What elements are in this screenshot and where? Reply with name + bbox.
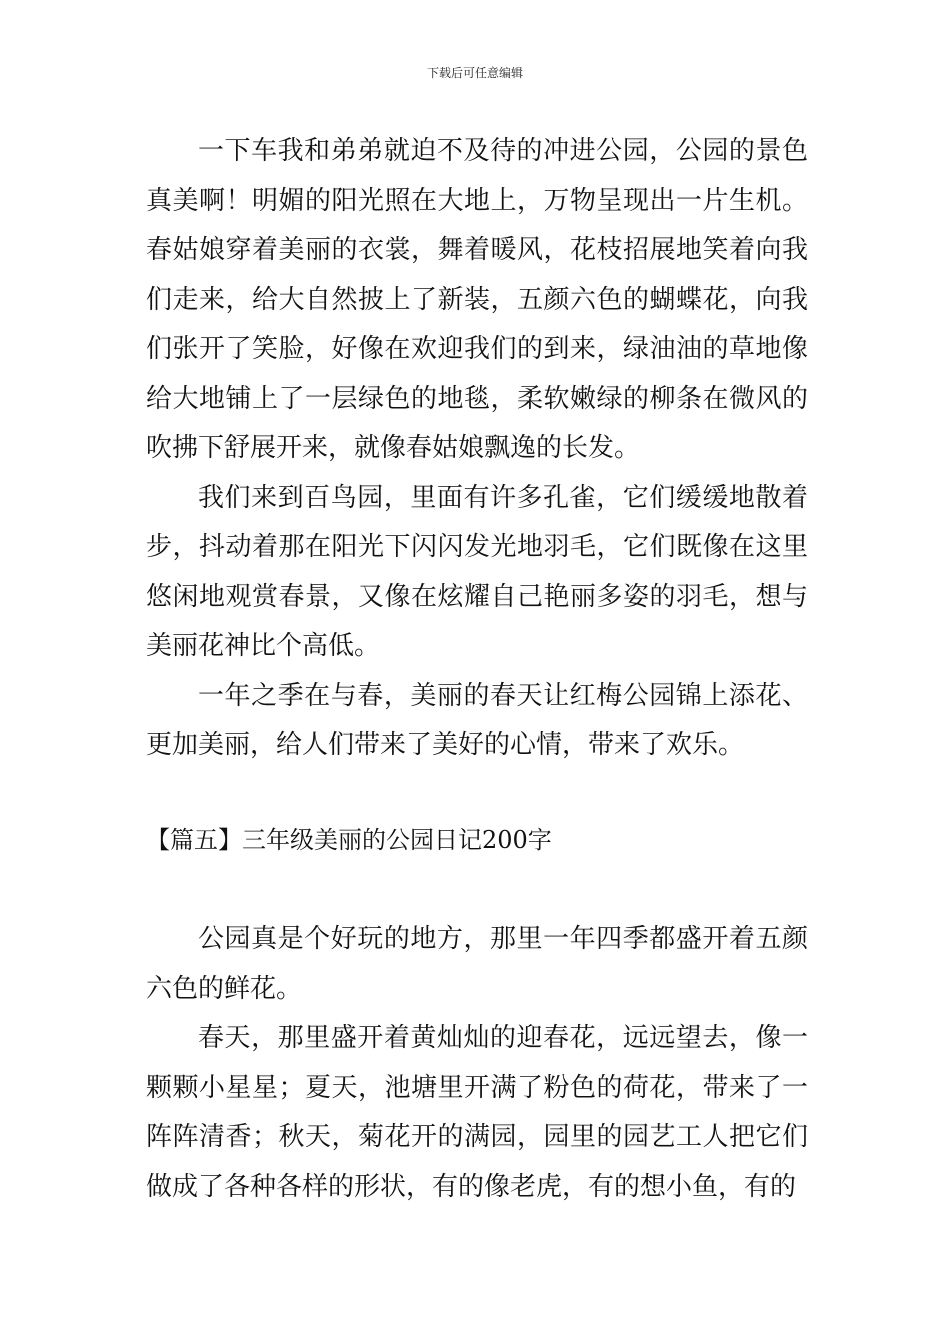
paragraph-park-intro: 公园真是个好玩的地方，那里一年四季都盛开着五颜六色的鲜花。: [146, 924, 808, 1004]
paragraph-spring-conclusion: 一年之季在与春，美丽的春天让红梅公园锦上添花、更加美丽，给人们带来了美好的心情，带来了欢乐。: [146, 680, 808, 760]
paragraph-bird-garden: 我们来到百鸟园，里面有许多孔雀，它们缓缓地散着步，抖动着那在阳光下闪闪发光地羽毛，它们既像在这里悠闲地观赏春景，又像在炫耀自己艳丽多姿的羽毛，想与美丽花神比个高低。: [146, 482, 808, 661]
paragraph-park-scenery: 一下车我和弟弟就迫不及待的冲进公园，公园的景色真美啊！明媚的阳光照在大地上，万物呈现出一片生机。春姑娘穿着美丽的衣裳，舞着暖风，花枝招展地笑着向我们走来，给大自然披上了新装，五颜六色的蝴蝶花，向我们张开了笑脸，好像在欢迎我们的到来，绿油油的草地像给大地铺上了一层绿色的地毯，柔软嫩绿的柳条在微风的吹拂下舒展开来，就像春姑娘飘逸的长发。: [146, 136, 808, 463]
page-header: 下载后可任意编辑: [426, 66, 523, 80]
paragraph-four-seasons: 春天，那里盛开着黄灿灿的迎春花，远远望去，像一颗颗小星星；夏天，池塘里开满了粉色的荷花，带来了一阵阵清香；秋天，菊花开的满园，园里的园艺工人把它们做成了各种各样的形状，有的像老虎，有的想小鱼，有的: [146, 1023, 808, 1202]
document-body: [146, 127, 808, 1212]
section-heading: 【篇五】三年级美丽的公园日记200字: [146, 825, 552, 854]
